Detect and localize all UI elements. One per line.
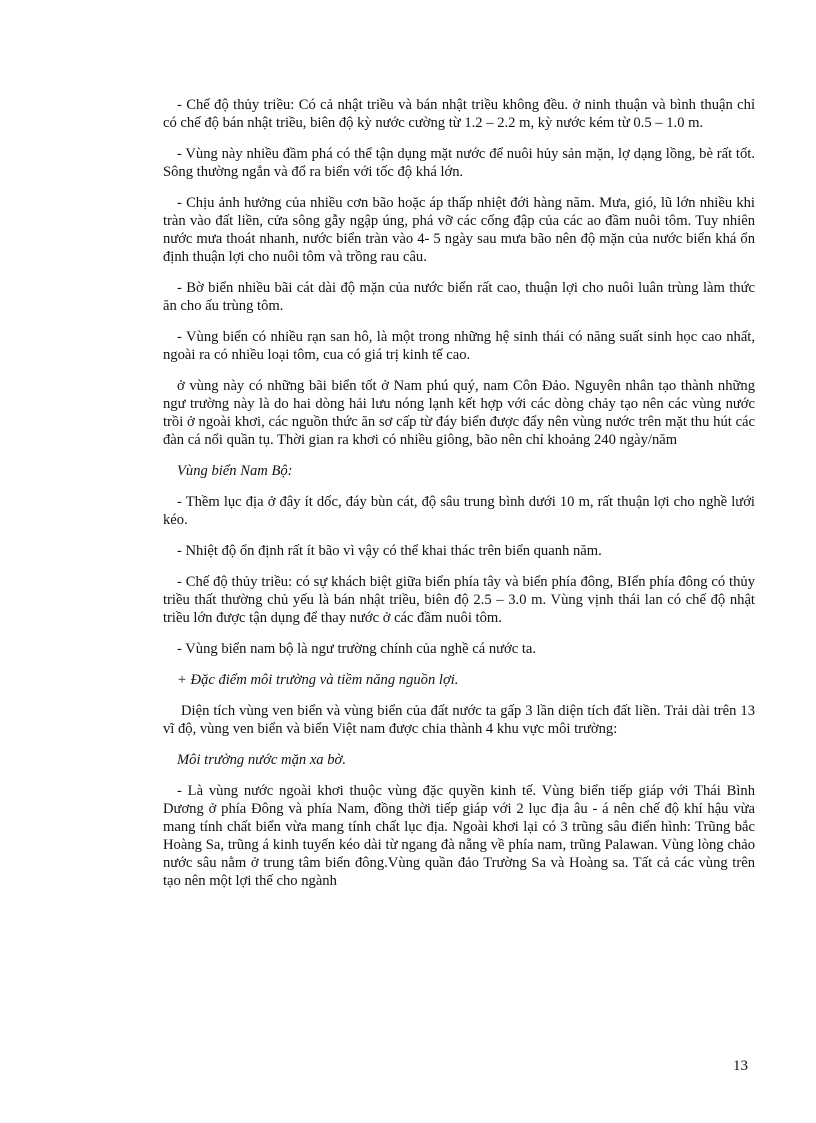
paragraph-offshore-waters: - Là vùng nước ngoài khơi thuộc vùng đặc quyền kinh tế. Vùng biển tiếp giáp với Thái Bình Dương ở phía Đông và phía Nam, đồng thời tiếp giáp với 2 lục địa âu - á nên chế độ khí hậu vừa mang tính chất biển vừa mang tính chất lục địa. Ngoài khơi lại có 3 trũng sâu điển hình: Trũng bắc Hoàng Sa, trũng á kinh tuyến kéo dài từ ngang đà nẵng về phía nam, trũng Palawan. Vùng lòng chảo nước sâu nằm ở trung tâm biển đông.Vùng quần đảo Trường Sa và Hoàng sa. Tất cả các vùng trên tạo nên một lợi thế cho ngành — [163, 783, 755, 889]
paragraph-lagoons: - Vùng này nhiều đầm phá có thể tận dụng mặt nước để nuôi hủy sản mặn, lợ dạng lồng, bè rất tốt. Sông thường ngắn và đổ ra biển với tốc độ khá lớn. — [163, 146, 755, 180]
page-number: 13 — [733, 1058, 748, 1074]
paragraph-sandy-beaches: - Bờ biển nhiều bãi cát dài độ mặn của nước biển rất cao, thuận lợi cho nuôi luân trùng làm thức ăn cho ấu trùng tôm. — [163, 280, 755, 314]
paragraph-continental-shelf: - Thềm lục địa ở đây ít dốc, đáy bùn cát, độ sâu trung bình dưới 10 m, rất thuận lợi cho nghề lưới kéo. — [163, 494, 755, 528]
paragraph-tide-regime-central: - Chế độ thủy triều: Có cả nhật triều và bán nhật triều không đều. ở ninh thuận và bình thuận chỉ có chế độ bán nhật triều, biên độ kỳ nước cường từ 1.2 – 2.2 m, kỳ nước kém từ 0.5 – 1.0 m. — [163, 97, 755, 131]
paragraph-coral-reefs: - Vùng biển có nhiều rạn san hô, là một trong những hệ sinh thái có năng suất sinh học cao nhất, ngoài ra có nhiều loại tôm, cua có giá trị kinh tế cao. — [163, 329, 755, 363]
heading-environment: + Đặc điểm môi trường và tiềm năng nguồn lợi. — [177, 672, 459, 688]
paragraph-tide-regime-south: - Chế độ thủy triều: có sự khách biệt giữa biển phía tây và biển phía đông, BIển phía đông có thủy triều thất thường chủ yếu là bán nhật triều, biên độ 2.5 – 3.0 m. Vùng vịnh thái lan có chế độ nhật triều lớn được tận dụng để thay nước ở các đầm nuôi tôm. — [163, 574, 755, 626]
heading-southern-sea: Vùng biển Nam Bộ: — [177, 463, 293, 479]
paragraph-main-fishing-ground: - Vùng biển nam bộ là ngư trường chính của nghề cá nước ta. — [177, 641, 537, 657]
heading-offshore: Môi trường nước mặn xa bờ. — [177, 752, 346, 768]
paragraph-storms: - Chịu ảnh hưởng của nhiều cơn bão hoặc áp thấp nhiệt đới hàng năm. Mưa, gió, lũ lớn nhiều khi tràn vào đất liền, cửa sông gẫy ngập úng, phá vỡ các cống đập của các ao đầm nuôi tôm. Tuy nhiên nước mưa thoát nhanh, nước biển tràn vào 4- 5 ngày sau mưa bão nên độ mặn của nước biển khá ổn định thuận lợi cho nuôi tôm và trồng rau câu. — [163, 195, 755, 265]
paragraph-coastal-area: Diện tích vùng ven biển và vùng biển của đất nước ta gấp 3 lần diện tích đất liền. Trải dài trên 13 vĩ độ, vùng ven biển và biển Việt nam được chia thành 4 khu vực môi trường: — [163, 703, 755, 737]
page-body — [163, 96, 755, 903]
paragraph-fishing-grounds: ở vùng này có những bãi biển tốt ở Nam phú quý, nam Côn Đảo. Nguyên nhân tạo thành những ngư trường này là do hai dòng hải lưu nóng lạnh kết hợp với các dòng chảy tạo nên các vùng nước trồi ở ngoài khơi, các nguồn thức ăn sơ cấp từ đáy biển được đẩy nên vùng nước trên mặt thu hút các đàn cá nổi quần tụ. Thời gian ra khơi có nhiều giông, bão nên chỉ khoảng 240 ngày/năm — [163, 378, 755, 448]
paragraph-temperature: - Nhiệt độ ổn định rất ít bão vì vậy có thể khai thác trên biển quanh năm. — [177, 543, 602, 559]
